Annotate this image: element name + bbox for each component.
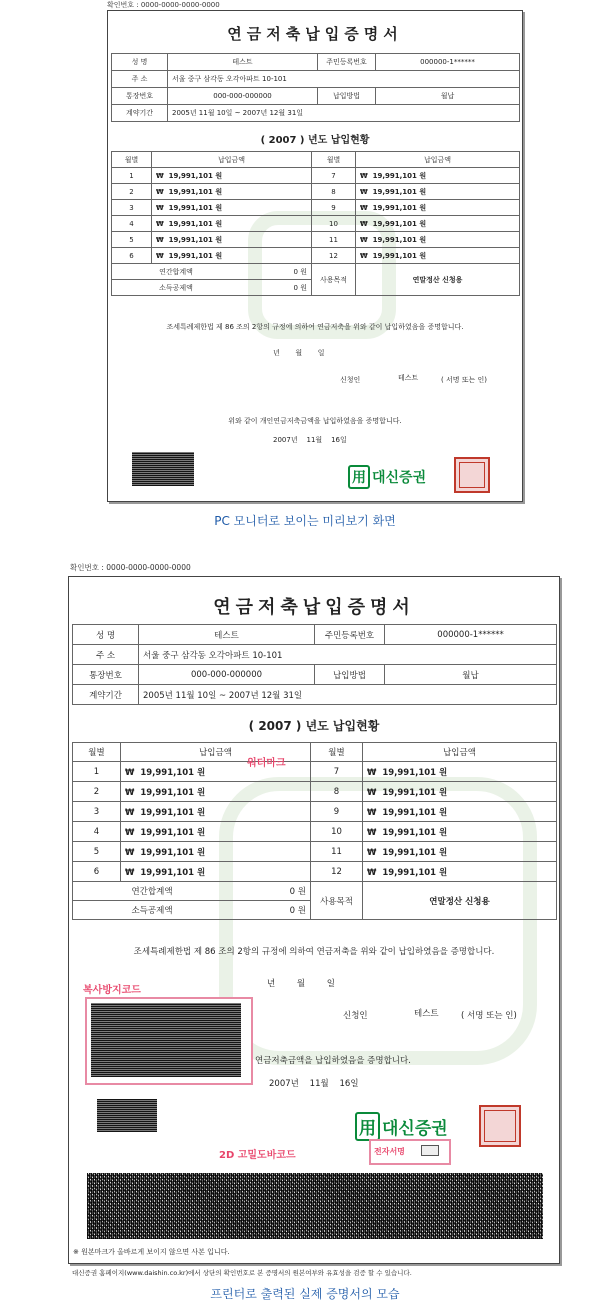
col-month: 월별 xyxy=(73,743,121,762)
amount-cell xyxy=(152,200,312,216)
document-title: 연금저축납입증명서 xyxy=(227,25,403,43)
amount-cell xyxy=(152,232,312,248)
deduction-row xyxy=(112,280,312,296)
table-row xyxy=(112,168,520,184)
value-deduction: 0 원 xyxy=(293,283,307,292)
value-name: 테스트 xyxy=(168,54,318,71)
month-cell: 5 xyxy=(112,232,152,248)
caption-preview: PC 모니터로 보이는 미리보기 화면 xyxy=(214,514,396,528)
won-sign: ₩ xyxy=(125,807,135,818)
label-deduction: 소득공제액 xyxy=(159,283,193,292)
e-signature-icon xyxy=(421,1145,439,1156)
label-ssn: 주민등록번호 xyxy=(318,54,376,71)
amount-value: 19,991,101 원 xyxy=(140,847,206,858)
statement-text: 조세특례제한법 제 86 조의 2항의 규정에 의하여 연금저축을 위와 같이 납입하였음을 증명합니다. xyxy=(133,947,495,957)
amount-value: 19,991,101 원 xyxy=(372,171,427,180)
amount-cell xyxy=(121,862,311,882)
value-purpose: 연말정산 신청용 xyxy=(363,882,557,920)
amount-value: 19,991,101 원 xyxy=(372,235,427,244)
info-table xyxy=(111,53,520,122)
amount-value: 19,991,101 원 xyxy=(168,219,223,228)
issue-date: 2007년 11월 16일 xyxy=(269,1079,359,1089)
value-method: 월납 xyxy=(385,665,557,685)
won-sign: ₩ xyxy=(156,171,164,180)
confirm-number-2: 확인번호 : 0000-0000-0000-0000 xyxy=(70,563,191,572)
amount-cell xyxy=(363,802,557,822)
watermark-annotation: 워터마크 xyxy=(247,758,286,769)
value-year-total: 0 원 xyxy=(289,887,306,897)
month-cell: 11 xyxy=(311,842,363,862)
payment-table xyxy=(111,151,520,296)
applicant-label: 신청인 xyxy=(343,1011,368,1021)
amount-value: 19,991,101 원 xyxy=(372,203,427,212)
issue-date: 2007년 11월 16일 xyxy=(273,436,347,444)
won-sign: ₩ xyxy=(125,827,135,838)
amount-value: 19,991,101 원 xyxy=(382,867,448,878)
verification-note: 대신증권 홈페이지(www.daishin.co.kr)에서 상단의 확인번호로 본 증명서의 원본여부와 유효성을 검증 할 수 있습니다. xyxy=(72,1269,412,1277)
month-cell: 2 xyxy=(73,782,121,802)
value-name: 테스트 xyxy=(139,625,315,645)
label-purpose: 사용목적 xyxy=(312,264,356,296)
value-address: 서울 중구 삼각동 오각아파트 10-101 xyxy=(139,645,557,665)
info-table xyxy=(72,624,557,705)
table-row xyxy=(73,862,557,882)
deduction-row xyxy=(73,901,311,920)
signature-note: ( 서명 또는 인) xyxy=(461,1011,517,1021)
value-period: 2005년 11월 10일 ~ 2007년 12월 31일 xyxy=(139,685,557,705)
table-row xyxy=(73,782,557,802)
amount-cell xyxy=(121,782,311,802)
amount-value: 19,991,101 원 xyxy=(140,827,206,838)
label-account: 통장번호 xyxy=(73,665,139,685)
month-cell: 8 xyxy=(312,184,356,200)
value-method: 월납 xyxy=(376,88,520,105)
value-account: 000-000-000000 xyxy=(139,665,315,685)
won-sign: ₩ xyxy=(360,203,368,212)
amount-cell xyxy=(363,762,557,782)
month-cell: 3 xyxy=(73,802,121,822)
applicant-name: 테스트 xyxy=(414,1009,439,1019)
amount-value: 19,991,101 원 xyxy=(140,867,206,878)
col-month: 월별 xyxy=(312,152,356,168)
copy-protect-mark xyxy=(132,452,194,486)
label-deduction: 소득공제액 xyxy=(131,906,173,916)
month-cell: 10 xyxy=(312,216,356,232)
seal-stamp xyxy=(479,1105,521,1147)
value-period: 2005년 11월 10일 ~ 2007년 12월 31일 xyxy=(168,105,520,122)
table-row xyxy=(73,802,557,822)
amount-value: 19,991,101 원 xyxy=(382,827,448,838)
caption-printed: 프린터로 출력된 실제 증명서의 모습 xyxy=(210,1287,400,1301)
month-cell: 5 xyxy=(73,842,121,862)
month-cell: 2 xyxy=(112,184,152,200)
month-cell: 1 xyxy=(73,762,121,782)
table-row xyxy=(112,232,520,248)
section-heading: ( 2007 ) 년도 납입현황 xyxy=(248,719,380,733)
won-sign: ₩ xyxy=(367,787,377,798)
amount-cell xyxy=(121,822,311,842)
amount-value: 19,991,101 원 xyxy=(168,203,223,212)
amount-value: 19,991,101 원 xyxy=(382,767,448,778)
month-cell: 9 xyxy=(312,200,356,216)
label-address: 주 소 xyxy=(112,71,168,88)
table-row xyxy=(73,822,557,842)
amount-cell xyxy=(152,216,312,232)
won-sign: ₩ xyxy=(156,203,164,212)
amount-value: 19,991,101 원 xyxy=(382,807,448,818)
copy-protect-box xyxy=(85,997,253,1085)
won-sign: ₩ xyxy=(156,235,164,244)
section-heading: ( 2007 ) 년도 납입현황 xyxy=(260,135,370,146)
statement-2: 위와 같이 개인연금저축금액을 납입하였음을 증명합니다. xyxy=(228,417,402,425)
won-sign: ₩ xyxy=(156,187,164,196)
amount-cell xyxy=(356,200,520,216)
month-cell: 10 xyxy=(311,822,363,842)
won-sign: ₩ xyxy=(125,847,135,858)
won-sign: ₩ xyxy=(156,251,164,260)
amount-cell xyxy=(356,248,520,264)
col-amount: 납입금액 xyxy=(356,152,520,168)
won-sign: ₩ xyxy=(367,767,377,778)
month-cell: 12 xyxy=(312,248,356,264)
won-sign: ₩ xyxy=(125,787,135,798)
won-sign: ₩ xyxy=(367,867,377,878)
label-account: 통장번호 xyxy=(112,88,168,105)
col-amount: 납입금액 xyxy=(121,743,311,762)
month-cell: 12 xyxy=(311,862,363,882)
copy-protect-annotation: 복사방지코드 xyxy=(83,985,141,996)
label-ssn: 주민등록번호 xyxy=(315,625,385,645)
statement-2: 연금저축금액을 납입하였음을 증명합니다. xyxy=(255,1056,411,1066)
amount-cell xyxy=(363,782,557,802)
month-cell: 1 xyxy=(112,168,152,184)
month-cell: 4 xyxy=(73,822,121,842)
date-blank: 년 월 일 xyxy=(273,349,325,357)
amount-value: 19,991,101 원 xyxy=(372,251,427,260)
amount-cell xyxy=(356,216,520,232)
table-row xyxy=(112,248,520,264)
label-method: 납입방법 xyxy=(315,665,385,685)
applicant-label: 신청인 xyxy=(340,376,361,384)
col-amount: 납입금액 xyxy=(152,152,312,168)
amount-cell xyxy=(356,232,520,248)
label-purpose: 사용목적 xyxy=(311,882,363,920)
amount-value: 19,991,101 원 xyxy=(372,187,427,196)
amount-cell xyxy=(356,168,520,184)
amount-value: 19,991,101 원 xyxy=(168,171,223,180)
company-logo: 用 대신증권 xyxy=(355,1112,448,1141)
won-sign: ₩ xyxy=(360,251,368,260)
value-deduction: 0 원 xyxy=(289,906,306,916)
won-sign: ₩ xyxy=(367,807,377,818)
e-signature-annotation: 전자서명 xyxy=(374,1147,405,1156)
won-sign: ₩ xyxy=(360,171,368,180)
certificate-printed xyxy=(68,576,560,1264)
amount-cell xyxy=(152,184,312,200)
copy-protect-mark-zoom xyxy=(91,1003,241,1077)
signature-note: ( 서명 또는 인) xyxy=(441,376,487,384)
value-address: 서울 중구 삼각동 오각아파트 10-101 xyxy=(168,71,520,88)
document-title: 연금저축납입증명서 xyxy=(213,597,415,618)
month-cell: 4 xyxy=(112,216,152,232)
amount-cell xyxy=(363,842,557,862)
label-name: 성 명 xyxy=(73,625,139,645)
won-sign: ₩ xyxy=(125,767,135,778)
amount-cell xyxy=(152,168,312,184)
amount-cell xyxy=(152,248,312,264)
won-sign: ₩ xyxy=(367,847,377,858)
month-cell: 9 xyxy=(311,802,363,822)
amount-value: 19,991,101 원 xyxy=(382,847,448,858)
year-total-row xyxy=(73,882,311,901)
won-sign: ₩ xyxy=(360,219,368,228)
value-purpose: 연말정산 신청용 xyxy=(356,264,520,296)
amount-cell xyxy=(363,862,557,882)
certificate-preview xyxy=(107,10,523,502)
2d-barcode xyxy=(87,1173,543,1239)
won-sign: ₩ xyxy=(156,219,164,228)
value-account: 000-000-000000 xyxy=(168,88,318,105)
value-ssn: 000000-1****** xyxy=(385,625,557,645)
value-ssn: 000000-1****** xyxy=(376,54,520,71)
applicant-name: 테스트 xyxy=(398,374,419,382)
amount-value: 19,991,101 원 xyxy=(168,235,223,244)
amount-cell xyxy=(121,802,311,822)
amount-value: 19,991,101 원 xyxy=(168,251,223,260)
label-name: 성 명 xyxy=(112,54,168,71)
value-year-total: 0 원 xyxy=(293,267,307,276)
seal-stamp xyxy=(454,457,490,493)
won-sign: ₩ xyxy=(360,235,368,244)
amount-value: 19,991,101 원 xyxy=(140,787,206,798)
table-row xyxy=(73,762,557,782)
month-cell: 3 xyxy=(112,200,152,216)
label-year-total: 연간합계액 xyxy=(159,267,193,276)
label-address: 주 소 xyxy=(73,645,139,665)
amount-cell xyxy=(363,822,557,842)
col-month: 월별 xyxy=(112,152,152,168)
amount-cell xyxy=(356,184,520,200)
amount-value: 19,991,101 원 xyxy=(382,787,448,798)
won-sign: ₩ xyxy=(367,827,377,838)
won-sign: ₩ xyxy=(360,187,368,196)
table-row xyxy=(112,184,520,200)
copy-protect-mark xyxy=(97,1099,157,1132)
amount-value: 19,991,101 원 xyxy=(372,219,427,228)
company-logo: 用 대신증권 xyxy=(348,465,426,489)
label-method: 납입방법 xyxy=(318,88,376,105)
original-mark-footnote: ※ 원본마크가 올바르게 보이지 않으면 사본 입니다. xyxy=(73,1248,230,1256)
col-amount: 납입금액 xyxy=(363,743,557,762)
table-row xyxy=(73,842,557,862)
payment-table xyxy=(72,742,557,920)
amount-value: 19,991,101 원 xyxy=(168,187,223,196)
confirm-number-1: 확인번호 : 0000-0000-0000-0000 xyxy=(107,1,220,9)
month-cell: 6 xyxy=(112,248,152,264)
label-year-total: 연간합계액 xyxy=(131,887,173,897)
table-row xyxy=(112,200,520,216)
month-cell: 8 xyxy=(311,782,363,802)
month-cell: 6 xyxy=(73,862,121,882)
date-blank: 년 월 일 xyxy=(267,979,335,989)
barcode-annotation: 2D 고밀도바코드 xyxy=(219,1150,296,1161)
month-cell: 7 xyxy=(312,168,356,184)
amount-value: 19,991,101 원 xyxy=(140,807,206,818)
year-total-row xyxy=(112,264,312,280)
month-cell: 11 xyxy=(312,232,356,248)
col-month: 월별 xyxy=(311,743,363,762)
won-sign: ₩ xyxy=(125,867,135,878)
label-period: 계약기간 xyxy=(73,685,139,705)
label-period: 계약기간 xyxy=(112,105,168,122)
table-row xyxy=(112,216,520,232)
amount-cell xyxy=(121,842,311,862)
statement-text: 조세특례제한법 제 86 조의 2항의 규정에 의하여 연금저축을 위와 같이 납입하였음을 증명합니다. xyxy=(166,323,464,331)
amount-value: 19,991,101 원 xyxy=(140,767,206,778)
month-cell: 7 xyxy=(311,762,363,782)
